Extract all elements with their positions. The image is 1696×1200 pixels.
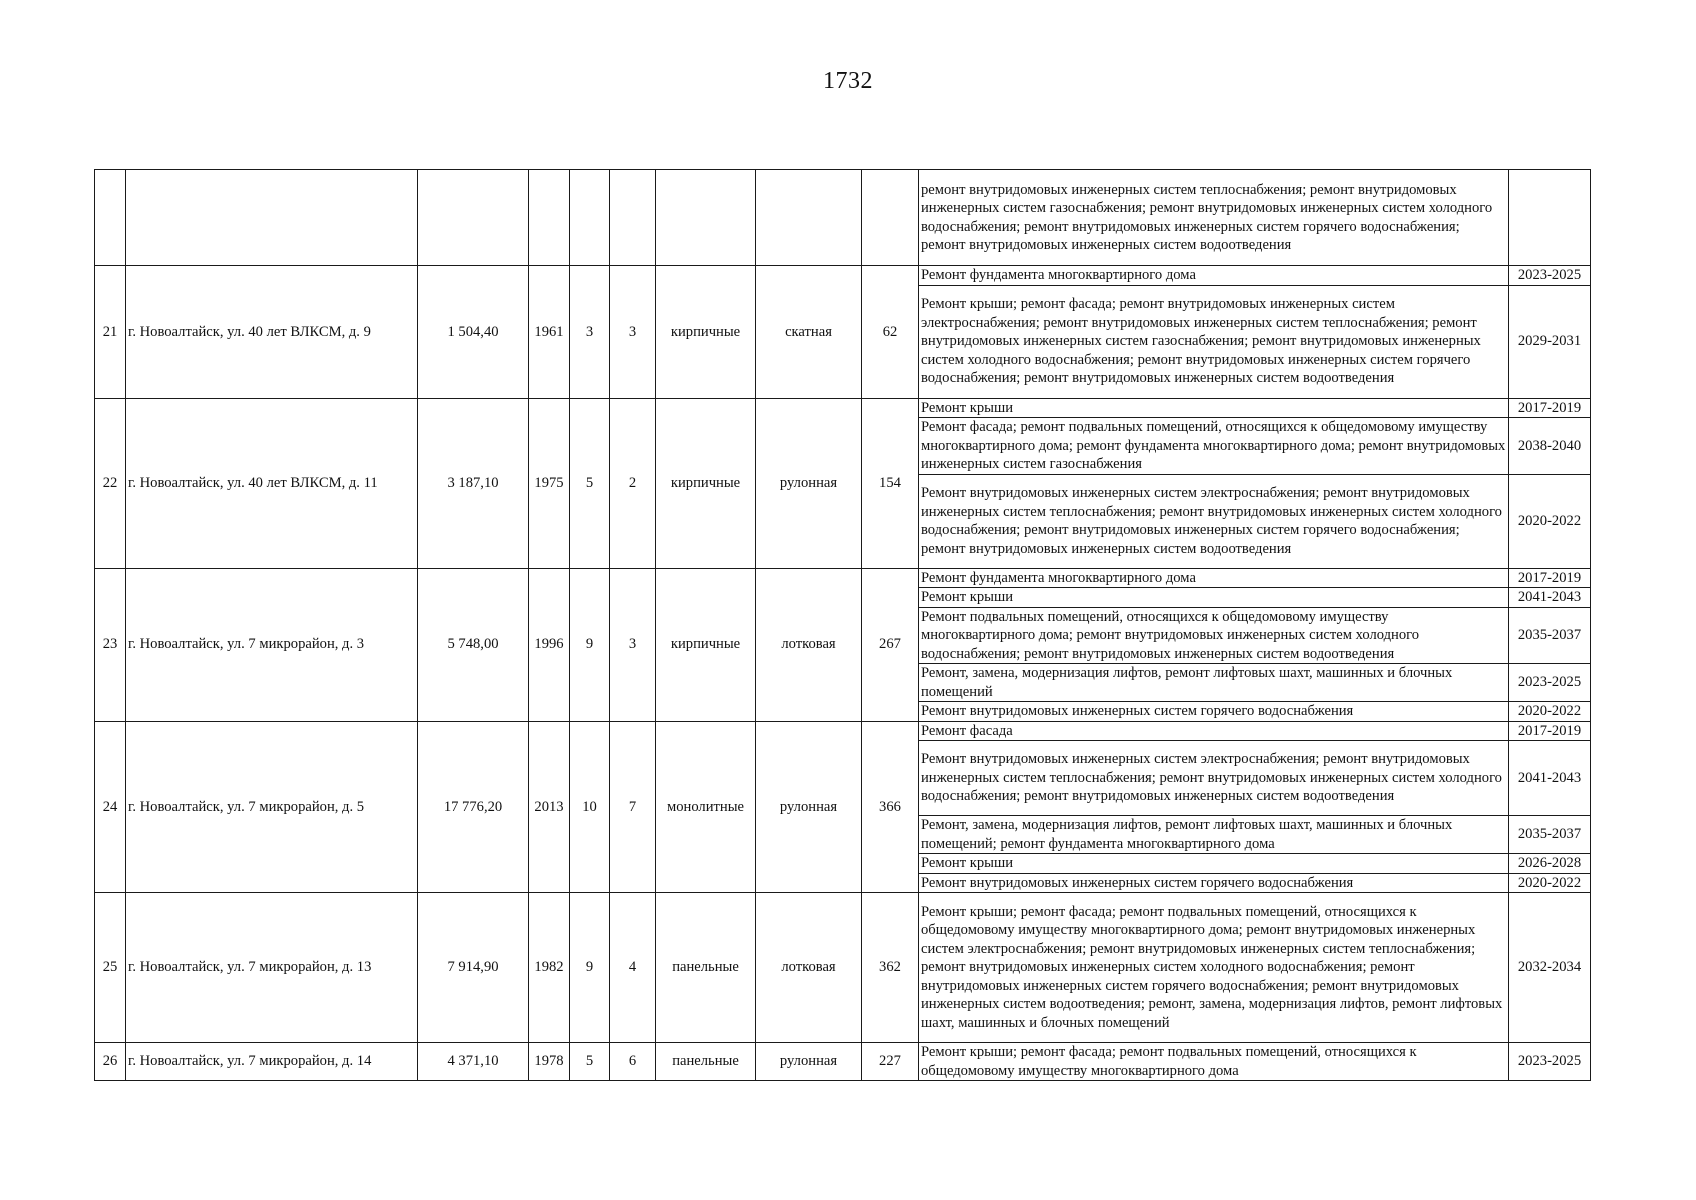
cell-empty [95,170,126,266]
work-period: 2017-2019 [1509,568,1591,588]
work-period: 2023-2025 [1509,266,1591,286]
work-period: 2038-2040 [1509,418,1591,475]
work-description: Ремонт, замена, модернизация лифтов, ремонт лифтовых шахт, машинных и блочных помещений; ремонт фундамента многоквартирного дома [919,816,1509,854]
build-year: 1996 [529,568,570,721]
work-description: Ремонт фундамента многоквартирного дома [919,568,1509,588]
wall-material: панельные [656,1043,756,1081]
total-area: 5 748,00 [418,568,529,721]
row-number: 26 [95,1043,126,1081]
work-description: Ремонт внутридомовых инженерных систем электроснабжения; ремонт внутридомовых инженерных систем теплоснабжения; ремонт внутридомовых инженерных систем холодного водоснабжения; ремонт внутридомовых инженерных систем горячего водоснабжения; ремонт внутридомовых инженерных систем водоотведения [919,474,1509,568]
row-number: 23 [95,568,126,721]
table-row [95,266,1591,286]
total-area: 7 914,90 [418,893,529,1043]
work-description: Ремонт крыши [919,398,1509,418]
floor-count: 9 [570,893,610,1043]
floor-count: 9 [570,568,610,721]
work-period: 2017-2019 [1509,398,1591,418]
work-description: ремонт внутридомовых инженерных систем теплоснабжения; ремонт внутридомовых инженерных систем газоснабжения; ремонт внутридомовых инженерных систем холодного водоснабжения; ремонт внутридомовых инженерных систем горячего водоснабжения; ремонт внутридомовых инженерных систем водоотведения [919,170,1509,266]
row-number: 21 [95,266,126,399]
work-period: 2035-2037 [1509,607,1591,664]
resident-count: 154 [862,398,919,568]
floor-count: 3 [570,266,610,399]
entrance-count: 6 [610,1043,656,1081]
build-year: 1975 [529,398,570,568]
table-row [95,568,1591,588]
row-number: 25 [95,893,126,1043]
row-number: 22 [95,398,126,568]
wall-material: кирпичные [656,266,756,399]
floor-count: 5 [570,398,610,568]
entrance-count: 3 [610,266,656,399]
total-area: 1 504,40 [418,266,529,399]
wall-material: кирпичные [656,568,756,721]
resident-count: 227 [862,1043,919,1081]
resident-count: 366 [862,721,919,893]
roof-type: рулонная [756,398,862,568]
roof-type: лотковая [756,893,862,1043]
work-description: Ремонт фасада [919,721,1509,741]
work-description: Ремонт крыши; ремонт фасада; ремонт подвальных помещений, относящихся к общедомовому имуществу многоквартирного дома [919,1043,1509,1081]
wall-material: кирпичные [656,398,756,568]
entrance-count: 3 [610,568,656,721]
house-address: г. Новоалтайск, ул. 7 микрорайон, д. 14 [126,1043,418,1081]
page-number: 1732 [823,68,873,94]
floor-count: 10 [570,721,610,893]
wall-material: монолитные [656,721,756,893]
work-period: 2020-2022 [1509,702,1591,722]
entrance-count: 7 [610,721,656,893]
work-period [1509,170,1591,266]
work-description: Ремонт крыши; ремонт фасада; ремонт подвальных помещений, относящихся к общедомовому имуществу многоквартирного дома; ремонт внутридомовых инженерных систем электроснабжения; ремонт внутридомовых инженерных систем теплоснабжения; ремонт внутридомовых инженерных систем холодного водоснабжения; ремонт внутридомовых инженерных систем горячего водоснабжения; ремонт внутридомовых инженерных систем водоотведения; ремонт, замена, модернизация лифтов, ремонт лифтовых шахт, машинных и блочных помещений [919,893,1509,1043]
cell-empty [126,170,418,266]
table-row [95,893,1591,1043]
house-address: г. Новоалтайск, ул. 40 лет ВЛКСМ, д. 11 [126,398,418,568]
roof-type: рулонная [756,1043,862,1081]
work-period: 2041-2043 [1509,588,1591,608]
build-year: 1982 [529,893,570,1043]
cell-empty [756,170,862,266]
continuation-row [95,170,1591,266]
total-area: 3 187,10 [418,398,529,568]
work-description: Ремонт подвальных помещений, относящихся к общедомовому имуществу многоквартирного дома; ремонт внутридомовых инженерных систем холодного водоснабжения; ремонт внутридомовых инженерных систем водоотведения [919,607,1509,664]
entrance-count: 2 [610,398,656,568]
roof-type: лотковая [756,568,862,721]
cell-empty [570,170,610,266]
table-row [95,1043,1591,1081]
table-row [95,721,1591,741]
work-period: 2026-2028 [1509,854,1591,874]
house-address: г. Новоалтайск, ул. 7 микрорайон, д. 13 [126,893,418,1043]
work-period: 2032-2034 [1509,893,1591,1043]
house-address: г. Новоалтайск, ул. 7 микрорайон, д. 5 [126,721,418,893]
work-description: Ремонт фасада; ремонт подвальных помещений, относящихся к общедомовому имуществу многоквартирного дома; ремонт фундамента многоквартирного дома; ремонт внутридомовых инженерных систем газоснабжения [919,418,1509,475]
roof-type: скатная [756,266,862,399]
work-description: Ремонт внутридомовых инженерных систем горячего водоснабжения [919,873,1509,893]
build-year: 1961 [529,266,570,399]
work-period: 2017-2019 [1509,721,1591,741]
build-year: 2013 [529,721,570,893]
work-description: Ремонт внутридомовых инженерных систем горячего водоснабжения [919,702,1509,722]
entrance-count: 4 [610,893,656,1043]
floor-count: 5 [570,1043,610,1081]
cell-empty [656,170,756,266]
work-period: 2020-2022 [1509,474,1591,568]
wall-material: панельные [656,893,756,1043]
house-address: г. Новоалтайск, ул. 40 лет ВЛКСМ, д. 9 [126,266,418,399]
capital-repair-table [94,169,1591,1081]
total-area: 4 371,10 [418,1043,529,1081]
resident-count: 62 [862,266,919,399]
work-description: Ремонт фундамента многоквартирного дома [919,266,1509,286]
cell-empty [610,170,656,266]
cell-empty [862,170,919,266]
total-area: 17 776,20 [418,721,529,893]
resident-count: 362 [862,893,919,1043]
work-period: 2029-2031 [1509,285,1591,398]
work-period: 2023-2025 [1509,1043,1591,1081]
work-period: 2035-2037 [1509,816,1591,854]
table-row [95,398,1591,418]
house-address: г. Новоалтайск, ул. 7 микрорайон, д. 3 [126,568,418,721]
row-number: 24 [95,721,126,893]
cell-empty [529,170,570,266]
work-period: 2041-2043 [1509,741,1591,816]
work-description: Ремонт, замена, модернизация лифтов, ремонт лифтовых шахт, машинных и блочных помещений [919,664,1509,702]
work-description: Ремонт крыши; ремонт фасада; ремонт внутридомовых инженерных систем электроснабжения; ремонт внутридомовых инженерных систем теплоснабжения; ремонт внутридомовых инженерных систем газоснабжения; ремонт внутридомовых инженерных систем холодного водоснабжения; ремонт внутридомовых инженерных систем горячего водоснабжения; ремонт внутридомовых инженерных систем водоотведения [919,285,1509,398]
work-description: Ремонт крыши [919,588,1509,608]
work-period: 2023-2025 [1509,664,1591,702]
work-period: 2020-2022 [1509,873,1591,893]
work-description: Ремонт крыши [919,854,1509,874]
cell-empty [418,170,529,266]
build-year: 1978 [529,1043,570,1081]
work-description: Ремонт внутридомовых инженерных систем электроснабжения; ремонт внутридомовых инженерных систем теплоснабжения; ремонт внутридомовых инженерных систем холодного водоснабжения; ремонт внутридомовых инженерных систем водоотведения [919,741,1509,816]
resident-count: 267 [862,568,919,721]
roof-type: рулонная [756,721,862,893]
